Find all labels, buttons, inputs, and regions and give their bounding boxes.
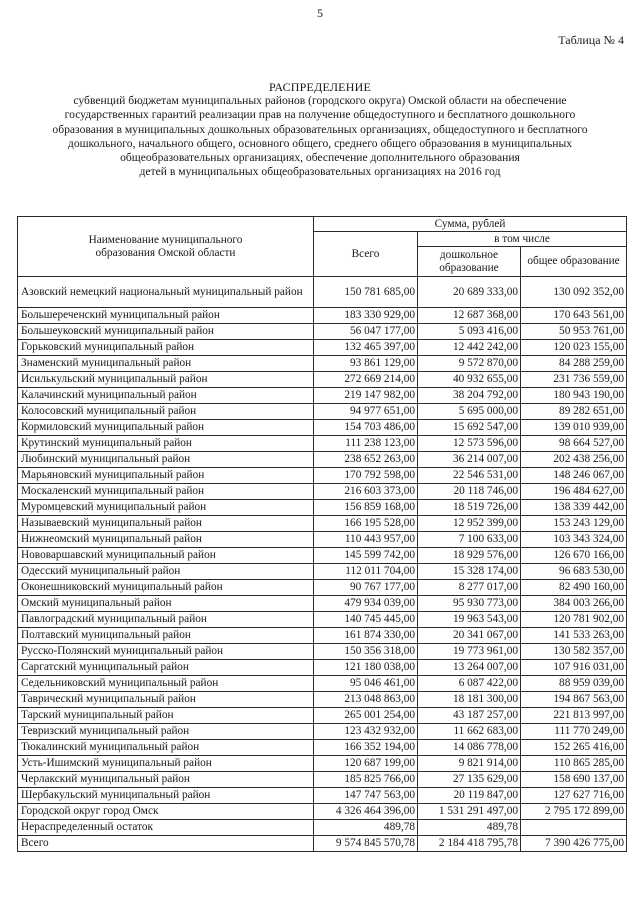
table-row [18, 740, 627, 756]
cell-general: 2 795 172 899,00 [521, 804, 627, 820]
cell-total: 479 934 039,00 [314, 596, 418, 612]
table-row [18, 564, 627, 580]
cell-general: 138 339 442,00 [521, 500, 627, 516]
cell-preschool: 18 929 576,00 [418, 548, 521, 564]
cell-name: Кормиловский муниципальный район [18, 420, 314, 436]
cell-total: 166 195 528,00 [314, 516, 418, 532]
cell-preschool: 18 181 300,00 [418, 692, 521, 708]
cell-preschool: 8 277 017,00 [418, 580, 521, 596]
cell-preschool: 5 093 416,00 [418, 324, 521, 340]
table-row [18, 612, 627, 628]
cell-general: 127 627 716,00 [521, 788, 627, 804]
table-row [18, 788, 627, 804]
cell-name: Нижнеомский муниципальный район [18, 532, 314, 548]
header-sum-group: Сумма, рублей [314, 217, 627, 232]
cell-preschool: 20 689 333,00 [418, 277, 521, 308]
table-label: Таблица № 4 [558, 33, 624, 47]
cell-preschool: 489,78 [418, 820, 521, 836]
cell-total: 185 825 766,00 [314, 772, 418, 788]
cell-general: 158 690 137,00 [521, 772, 627, 788]
cell-preschool: 19 773 961,00 [418, 644, 521, 660]
cell-name: Тевризский муниципальный район [18, 724, 314, 740]
cell-total: 150 781 685,00 [314, 277, 418, 308]
cell-name: Любинский муниципальный район [18, 452, 314, 468]
cell-general: 194 867 563,00 [521, 692, 627, 708]
table-row [18, 804, 627, 820]
cell-preschool: 12 687 368,00 [418, 308, 521, 324]
cell-preschool: 6 087 422,00 [418, 676, 521, 692]
cell-total: 183 330 929,00 [314, 308, 418, 324]
cell-total: 213 048 863,00 [314, 692, 418, 708]
title-line: общеобразовательных организациях, обеспечение дополнительного образования [120, 151, 520, 165]
cell-name: Калачинский муниципальный район [18, 388, 314, 404]
cell-preschool: 5 695 000,00 [418, 404, 521, 420]
cell-preschool: 43 187 257,00 [418, 708, 521, 724]
cell-name: Черлакский муниципальный район [18, 772, 314, 788]
cell-total: 9 574 845 570,78 [314, 836, 418, 852]
cell-general: 139 010 939,00 [521, 420, 627, 436]
table-row [18, 308, 627, 324]
cell-preschool: 22 546 531,00 [418, 468, 521, 484]
table-row [18, 628, 627, 644]
cell-total: 94 977 651,00 [314, 404, 418, 420]
table-row [18, 484, 627, 500]
cell-name: Нововаршавский муниципальный район [18, 548, 314, 564]
cell-total: 145 599 742,00 [314, 548, 418, 564]
table-row [18, 372, 627, 388]
cell-name: Колосовский муниципальный район [18, 404, 314, 420]
cell-preschool: 1 531 291 497,00 [418, 804, 521, 820]
cell-general: 130 092 352,00 [521, 277, 627, 308]
cell-general: 111 770 249,00 [521, 724, 627, 740]
cell-total: 238 652 263,00 [314, 452, 418, 468]
table-row [18, 548, 627, 564]
table-row [18, 724, 627, 740]
cell-general: 98 664 527,00 [521, 436, 627, 452]
cell-general: 82 490 160,00 [521, 580, 627, 596]
cell-name: Муромцевский муниципальный район [18, 500, 314, 516]
cell-name: Тюкалинский муниципальный район [18, 740, 314, 756]
cell-preschool: 20 118 746,00 [418, 484, 521, 500]
cell-preschool: 14 086 778,00 [418, 740, 521, 756]
cell-general: 202 438 256,00 [521, 452, 627, 468]
cell-preschool: 20 119 847,00 [418, 788, 521, 804]
header-including: в том числе [418, 232, 627, 247]
cell-total: 121 180 038,00 [314, 660, 418, 676]
cell-preschool: 12 573 596,00 [418, 436, 521, 452]
cell-total: 93 861 129,00 [314, 356, 418, 372]
table-row [18, 436, 627, 452]
cell-name: Крутинский муниципальный район [18, 436, 314, 452]
cell-preschool: 15 692 547,00 [418, 420, 521, 436]
title-line: детей в муниципальных общеобразовательных организациях на 2016 год [139, 165, 501, 179]
cell-total: 219 147 982,00 [314, 388, 418, 404]
cell-total: 4 326 464 396,00 [314, 804, 418, 820]
cell-name: Большеуковский муниципальный район [18, 324, 314, 340]
document-title [20, 80, 620, 179]
title-line: субвенций бюджетам муниципальных районов (городского округа) Омской области на обеспечение [73, 94, 567, 108]
cell-general: 120 781 902,00 [521, 612, 627, 628]
cell-total: 154 703 486,00 [314, 420, 418, 436]
cell-general: 110 865 285,00 [521, 756, 627, 772]
cell-general: 88 959 039,00 [521, 676, 627, 692]
cell-name: Знаменский муниципальный район [18, 356, 314, 372]
cell-total: 170 792 598,00 [314, 468, 418, 484]
cell-preschool: 15 328 174,00 [418, 564, 521, 580]
cell-general: 89 282 651,00 [521, 404, 627, 420]
header-preschool: дошкольное образование [418, 247, 521, 277]
table-row [18, 452, 627, 468]
cell-preschool: 12 952 399,00 [418, 516, 521, 532]
cell-name: Исилькульский муниципальный район [18, 372, 314, 388]
cell-total: 166 352 194,00 [314, 740, 418, 756]
cell-general: 221 813 997,00 [521, 708, 627, 724]
cell-general: 84 288 259,00 [521, 356, 627, 372]
cell-name: Азовский немецкий национальный муниципальный район [18, 277, 314, 308]
cell-preschool: 2 184 418 795,78 [418, 836, 521, 852]
table-row [18, 404, 627, 420]
cell-name: Москаленский муниципальный район [18, 484, 314, 500]
cell-name: Таврический муниципальный район [18, 692, 314, 708]
cell-general: 126 670 166,00 [521, 548, 627, 564]
cell-name: Оконешниковский муниципальный район [18, 580, 314, 596]
table-row [18, 820, 627, 836]
cell-preschool: 11 662 683,00 [418, 724, 521, 740]
cell-name: Большереченский муниципальный район [18, 308, 314, 324]
table-row [18, 340, 627, 356]
table-row [18, 836, 627, 852]
cell-total: 90 767 177,00 [314, 580, 418, 596]
cell-general [521, 820, 627, 836]
cell-total: 489,78 [314, 820, 418, 836]
cell-general: 153 243 129,00 [521, 516, 627, 532]
cell-name: Русско-Полянский муниципальный район [18, 644, 314, 660]
cell-name: Седельниковский муниципальный район [18, 676, 314, 692]
cell-name: Марьяновский муниципальный район [18, 468, 314, 484]
cell-name: Тарский муниципальный район [18, 708, 314, 724]
cell-total: 112 011 704,00 [314, 564, 418, 580]
cell-preschool: 9 821 914,00 [418, 756, 521, 772]
cell-general: 7 390 426 775,00 [521, 836, 627, 852]
cell-preschool: 12 442 242,00 [418, 340, 521, 356]
cell-total: 110 443 957,00 [314, 532, 418, 548]
cell-name: Шербакульский муниципальный район [18, 788, 314, 804]
cell-name: Нераспределенный остаток [18, 820, 314, 836]
cell-preschool: 95 930 773,00 [418, 596, 521, 612]
table-body [18, 277, 627, 852]
cell-total: 111 238 123,00 [314, 436, 418, 452]
table-row [18, 356, 627, 372]
cell-general: 141 533 263,00 [521, 628, 627, 644]
cell-total: 216 603 373,00 [314, 484, 418, 500]
page-number: 5 [317, 6, 323, 20]
cell-general: 180 943 190,00 [521, 388, 627, 404]
cell-name: Саргатский муниципальный район [18, 660, 314, 676]
cell-total: 147 747 563,00 [314, 788, 418, 804]
cell-general: 96 683 530,00 [521, 564, 627, 580]
cell-name: Омский муниципальный район [18, 596, 314, 612]
cell-total: 272 669 214,00 [314, 372, 418, 388]
distribution-table [17, 216, 627, 852]
cell-preschool: 19 963 543,00 [418, 612, 521, 628]
cell-name: Называевский муниципальный район [18, 516, 314, 532]
table-row [18, 708, 627, 724]
table-row [18, 580, 627, 596]
cell-total: 123 432 932,00 [314, 724, 418, 740]
cell-total: 150 356 318,00 [314, 644, 418, 660]
header-total: Всего [314, 232, 418, 277]
table-row [18, 388, 627, 404]
cell-general: 107 916 031,00 [521, 660, 627, 676]
table-row [18, 772, 627, 788]
cell-general: 152 265 416,00 [521, 740, 627, 756]
cell-name: Всего [18, 836, 314, 852]
table-row [18, 324, 627, 340]
cell-name: Полтавский муниципальный район [18, 628, 314, 644]
header-general: общее образование [521, 247, 627, 277]
cell-preschool: 38 204 792,00 [418, 388, 521, 404]
cell-total: 265 001 254,00 [314, 708, 418, 724]
cell-total: 156 859 168,00 [314, 500, 418, 516]
cell-preschool: 9 572 870,00 [418, 356, 521, 372]
cell-name: Одесский муниципальный район [18, 564, 314, 580]
cell-preschool: 40 932 655,00 [418, 372, 521, 388]
cell-general: 120 023 155,00 [521, 340, 627, 356]
cell-general: 130 582 357,00 [521, 644, 627, 660]
table-row [18, 756, 627, 772]
cell-total: 140 745 445,00 [314, 612, 418, 628]
cell-preschool: 18 519 726,00 [418, 500, 521, 516]
cell-preschool: 27 135 629,00 [418, 772, 521, 788]
cell-total: 161 874 330,00 [314, 628, 418, 644]
cell-name: Городской округ город Омск [18, 804, 314, 820]
cell-general: 170 643 561,00 [521, 308, 627, 324]
cell-preschool: 7 100 633,00 [418, 532, 521, 548]
cell-name: Усть-Ишимский муниципальный район [18, 756, 314, 772]
header-name: Наименование муниципального образования Омской области [18, 217, 314, 277]
title-line: дошкольного, начального общего, основного общего, среднего общего образования в муниципальных [67, 136, 573, 150]
cell-general: 103 343 324,00 [521, 532, 627, 548]
cell-total: 120 687 199,00 [314, 756, 418, 772]
cell-name: Горьковский муниципальный район [18, 340, 314, 356]
table-row [18, 500, 627, 516]
cell-general: 148 246 067,00 [521, 468, 627, 484]
title-line: государственных гарантий реализации прав на получение общедоступного и бесплатного дошкольного [64, 108, 576, 122]
cell-general: 50 953 761,00 [521, 324, 627, 340]
cell-general: 384 003 266,00 [521, 596, 627, 612]
cell-preschool: 20 341 067,00 [418, 628, 521, 644]
table-row [18, 516, 627, 532]
table-row [18, 468, 627, 484]
table-row [18, 532, 627, 548]
cell-total: 95 046 461,00 [314, 676, 418, 692]
table-row [18, 660, 627, 676]
cell-total: 132 465 397,00 [314, 340, 418, 356]
table-row [18, 692, 627, 708]
table-row [18, 596, 627, 612]
table-row [18, 420, 627, 436]
cell-name: Павлоградский муниципальный район [18, 612, 314, 628]
title-line: образования в муниципальных дошкольных образовательных организациях, общедоступного и бесплатного [52, 122, 588, 136]
cell-general: 196 484 627,00 [521, 484, 627, 500]
cell-total: 56 047 177,00 [314, 324, 418, 340]
table-row [18, 676, 627, 692]
title-heading: РАСПРЕДЕЛЕНИЕ [269, 80, 371, 94]
table-row [18, 644, 627, 660]
cell-preschool: 36 214 007,00 [418, 452, 521, 468]
cell-general: 231 736 559,00 [521, 372, 627, 388]
table-row [18, 277, 627, 308]
cell-preschool: 13 264 007,00 [418, 660, 521, 676]
